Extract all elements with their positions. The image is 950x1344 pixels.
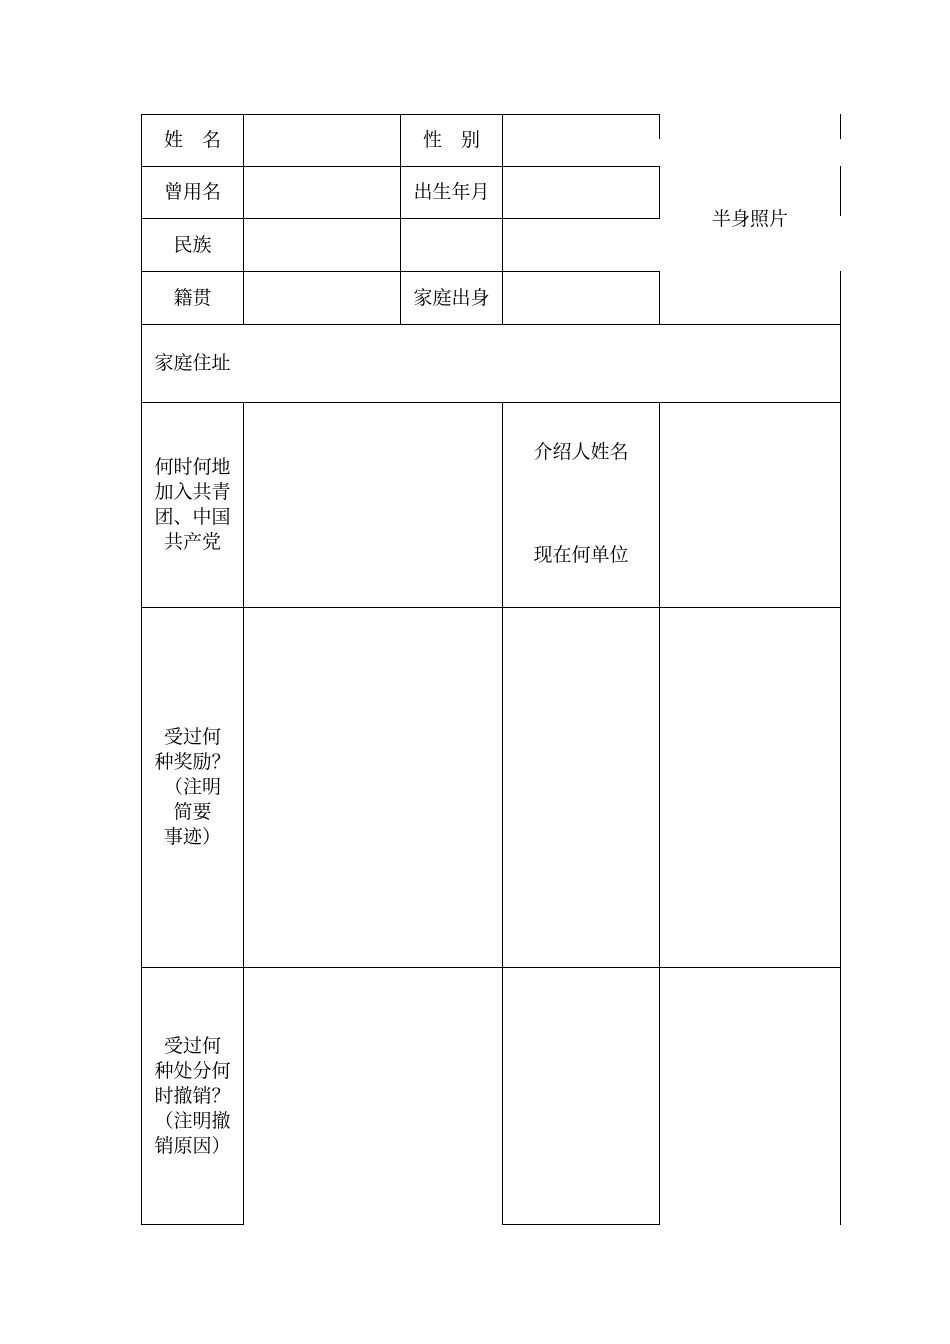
gender-label (401, 115, 502, 166)
rule (141, 1224, 244, 1225)
birth-label (401, 167, 502, 218)
former-name-field[interactable] (244, 167, 400, 218)
birth-label-text: 出生年月 (413, 181, 490, 203)
native-place-label (142, 272, 243, 324)
punishment-label (142, 968, 243, 1224)
home-address-field[interactable] (244, 325, 840, 402)
rule (502, 1224, 660, 1225)
introducer-field[interactable] (660, 403, 840, 607)
introducer-name-label-text: 介绍人姓名 (533, 440, 629, 463)
introducer-unit-label-text: 现在何单位 (533, 543, 629, 566)
native-place-field[interactable] (244, 272, 400, 324)
gender-label-text: 性 别 (422, 129, 480, 151)
awards-field[interactable] (244, 608, 840, 967)
gender-field[interactable] (503, 115, 659, 166)
name-label-text: 姓 名 (163, 129, 221, 151)
join-party-label-text: 何时何地 加入共青 团、中国 共产党 (154, 456, 231, 553)
ethnicity-label-text: 民族 (173, 233, 212, 256)
rule (840, 114, 841, 139)
former-name-label-text: 曾用名 (163, 181, 221, 203)
home-address-label (142, 325, 243, 402)
punishment-field[interactable] (244, 968, 840, 1224)
awards-label-text: 受过何 种奖励？ （注明 简要 事迹） (154, 726, 231, 848)
photo-label: 半身照片 (711, 208, 788, 230)
native-place-label-text: 籍贯 (173, 286, 212, 309)
introducer-name-label (503, 437, 659, 467)
former-name-label (142, 167, 243, 218)
family-origin-field[interactable] (503, 272, 659, 324)
name-label (142, 115, 243, 166)
ethnicity-label (142, 219, 243, 271)
introducer-unit-label (503, 540, 659, 570)
family-origin-label-text: 家庭出身 (413, 286, 490, 309)
name-field[interactable] (244, 115, 400, 166)
rule (840, 166, 841, 216)
home-address-label-text: 家庭住址 (154, 352, 231, 374)
punishment-label-text: 受过何 种处分何 时撤销？ （注明撤 销原因） (154, 1034, 231, 1157)
awards-label (142, 608, 243, 967)
join-party-label (142, 403, 243, 607)
rule (840, 271, 841, 1225)
birth-field[interactable] (503, 167, 659, 218)
join-party-field[interactable] (244, 403, 502, 607)
photo-box[interactable] (660, 115, 840, 324)
ethnicity-field[interactable] (244, 219, 400, 271)
family-origin-label (401, 272, 502, 324)
